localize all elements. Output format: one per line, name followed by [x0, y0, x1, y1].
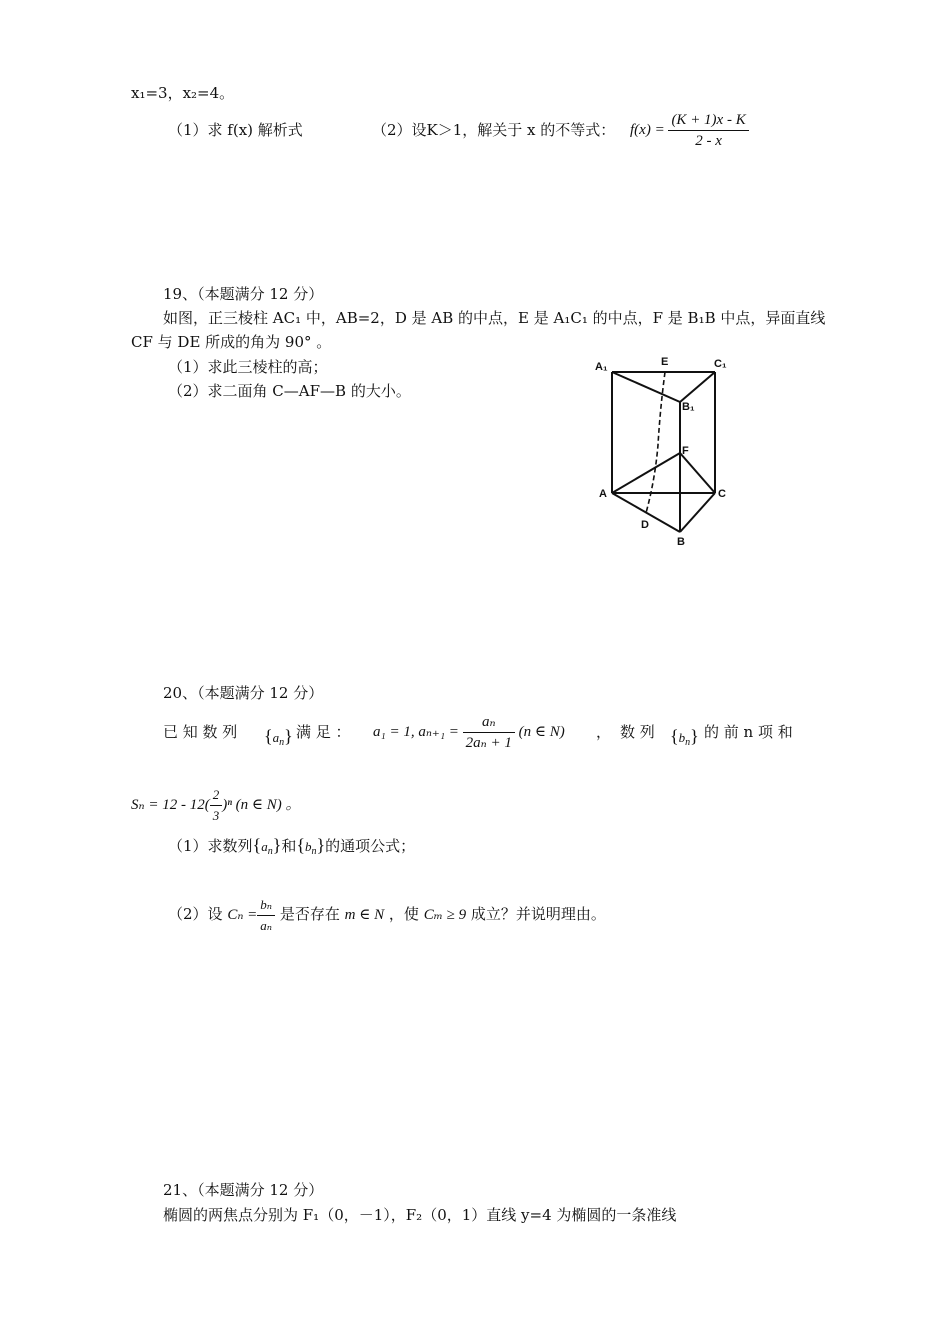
- segment-cf: [680, 453, 715, 493]
- label-e: E: [661, 356, 669, 368]
- label-b1: B₁: [682, 401, 695, 413]
- ineq-lhs: f(x) =: [630, 121, 665, 138]
- segment-af: [612, 453, 680, 493]
- label-a1: A₁: [595, 361, 608, 373]
- part2-a: （2）设: [168, 904, 223, 923]
- q21-header: 21、（本题满分 12 分）: [163, 1181, 324, 1199]
- sn-fraction: [210, 785, 223, 826]
- q19-header: 19、（本题满分 12 分）: [163, 285, 324, 303]
- part2-d: 成立？并说明理由。: [470, 904, 606, 923]
- edge-bc: [680, 493, 715, 532]
- part2-c: ，使: [388, 904, 419, 923]
- q20-header: 20、（本题满分 12 分）: [163, 684, 324, 702]
- q21-line1: 椭圆的两焦点分别为 F₁（0，－1），F₂（0，1）直线 y=4 为椭圆的一条准线: [163, 1206, 677, 1224]
- cn-fraction: [257, 895, 275, 936]
- label-b: B: [677, 536, 685, 548]
- sn-lhs: Sₙ = 12 - 12(: [131, 796, 210, 813]
- roots-line: x₁=3，x₂=4。: [131, 84, 235, 102]
- part1-a: （1）求数列: [168, 837, 253, 855]
- seq-a: a: [272, 730, 280, 745]
- part2-b: 是否存在: [279, 904, 340, 923]
- sn-tail: )ⁿ (n ∈ N) 。: [222, 796, 301, 813]
- label-c: C: [718, 488, 726, 500]
- cn-num: bₙ: [257, 895, 275, 916]
- seq-b: b: [678, 730, 686, 745]
- recurrence: [373, 712, 565, 753]
- label-a: A: [599, 488, 607, 500]
- rec-fraction: [463, 712, 515, 753]
- cm-ineq: Cₘ ≥ 9: [423, 906, 467, 923]
- label-c1: C₁: [714, 358, 727, 370]
- sn-formula: [131, 785, 301, 826]
- q19-part2: （2）求二面角 C—AF—B 的大小。: [168, 382, 411, 400]
- q20-sep: ，: [596, 723, 612, 741]
- rec-tail: (n ∈ N): [518, 723, 565, 740]
- top-part1: （1）求 f(x) 解析式: [168, 121, 303, 139]
- edge-c1b1: [680, 372, 715, 402]
- seq-b-brace: $\{b_n\}$: [670, 726, 699, 748]
- part1-b: 和: [281, 837, 297, 855]
- prism-figure: [585, 350, 745, 550]
- cn-def: [227, 897, 275, 933]
- rec-lhs: a₁ = 1, aₙ₊₁ =: [373, 723, 459, 740]
- q20-seq-b-intro: 数 列: [620, 723, 655, 741]
- label-d: D: [641, 519, 649, 531]
- m-in-n: m ∈ N: [344, 906, 385, 923]
- ineq-fraction: [668, 110, 748, 151]
- sn-num: 2: [210, 785, 223, 806]
- rec-den: 2aₙ + 1: [465, 735, 512, 751]
- part1-seq-b: b: [304, 839, 312, 854]
- ineq-num: (K + 1)x - K: [668, 110, 748, 131]
- cn-den: aₙ: [260, 918, 273, 933]
- sn-den: 3: [212, 808, 220, 823]
- q19-part1: （1）求此三棱柱的高；: [168, 358, 328, 376]
- q19-line1: 如图，正三棱柱 AC₁ 中，AB=2，D 是 AB 的中点，E 是 A₁C₁ 的中点，F 是 B₁B 中点，异面直线: [163, 309, 826, 327]
- q20-part2: [168, 895, 606, 936]
- part1-c: 的通项公式；: [325, 837, 416, 855]
- label-f: F: [682, 445, 689, 457]
- q20-part1: （1）求数列$\{a_n\}$和$\{b_n\}$的通项公式；: [168, 835, 416, 857]
- cn-lhs: Cₙ =: [227, 906, 258, 923]
- edge-a1b1: [612, 372, 680, 402]
- q20-intro: 已 知 数 列: [163, 723, 238, 741]
- top-part2-text: （2）设K＞1，解关于 x 的不等式：: [372, 121, 616, 139]
- ineq-den: 2 - x: [695, 133, 722, 149]
- rec-num: aₙ: [463, 712, 515, 733]
- top-inequality: [630, 110, 749, 151]
- q20-sat: 满 足 ：: [296, 723, 351, 741]
- part1-seq-a: a: [261, 839, 268, 854]
- seq-a-brace: $\{a_n\}$: [264, 726, 293, 748]
- q19-line2: CF 与 DE 所成的角为 90° 。: [131, 333, 332, 351]
- q20-sum-text: 的 前 n 项 和: [704, 723, 793, 741]
